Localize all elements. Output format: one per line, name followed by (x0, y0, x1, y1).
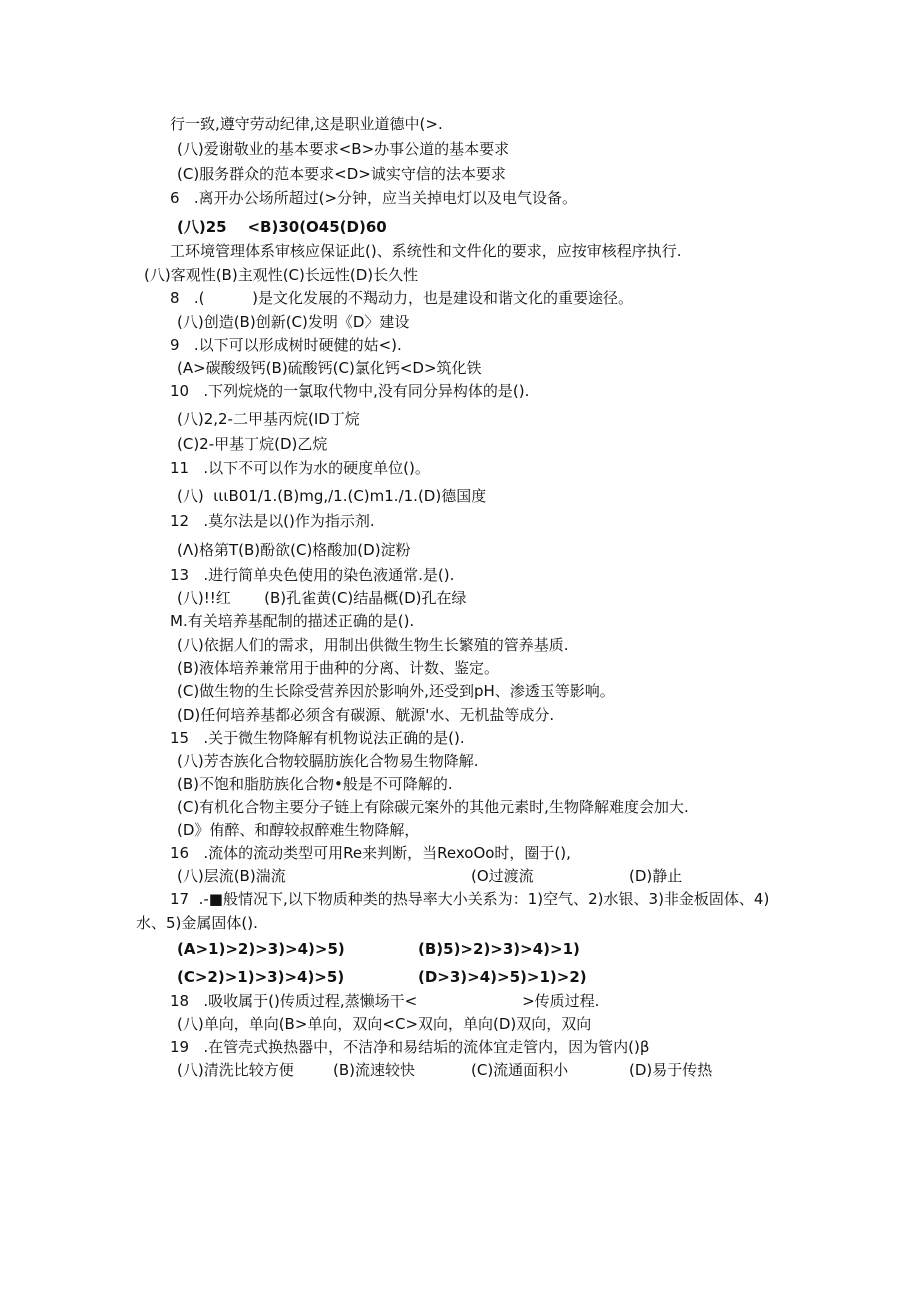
option-line: (八)25 <B)30(O45(D)60 (177, 218, 387, 236)
question-line: 9 .以下可以形成树时硬健的姑<). (170, 336, 402, 354)
option-line: (C)流通面积小 (471, 1061, 569, 1079)
question-line: 工环境管理体系审核应保证此()、系统性和文件化的要求，应按审核程序执行. (170, 242, 682, 260)
option-line: (A>1)>2)>3)>4)>5) (177, 940, 345, 958)
question-line: 水、5)金属固体(). (136, 914, 258, 932)
option-line: (D)任何培养基都必须含有碳源、觥源'水、无机盐等成分. (177, 706, 555, 724)
option-line: (B)流速较快 (333, 1061, 415, 1079)
question-line: M.有关培养基配制的描述正确的是(). (170, 612, 415, 630)
option-line: (C)有机化合物主要分子链上有除碳元案外的其他元素时,生物降解难度会加大. (177, 798, 689, 816)
option-line: (O过渡流 (471, 867, 534, 885)
option-line: (八)清洗比较方便 (177, 1061, 294, 1079)
option-line: (D>3)>4)>5)>1)>2) (418, 968, 587, 986)
option-line: (八)创造(B)创新(C)发明《D〉建设 (177, 313, 410, 331)
option-line: (C)服务群众的范本要求<D>诚实守信的法本要求 (177, 165, 506, 183)
option-line: (八)层流(B)湍流 (177, 867, 286, 885)
option-line: (D)静止 (629, 867, 683, 885)
question-line: 12 .莫尔法是以()作为指示剂. (170, 512, 375, 530)
question-line: 10 .下列烷烧的一氯取代物中,没有同分异构体的是(). (170, 382, 530, 400)
question-line: 15 .关于微生物降解有机物说法正确的是(). (170, 729, 465, 747)
option-line: (C)做生物的生长除受营养因於影响外,还受到pH、渗透玉等影响。 (177, 682, 615, 700)
option-line: (八)爱谢敬业的基本要求<B>办事公道的基本要求 (177, 140, 510, 158)
option-line: (B)5)>2)>3)>4)>1) (418, 940, 580, 958)
option-line: (Λ)格第T(B)酚欲(C)格酸加(D)淀粉 (177, 541, 411, 559)
question-line: 13 .进行简单央色使用的染色液通常.是(). (170, 566, 455, 584)
option-line: (C>2)>1)>3)>4)>5) (177, 968, 345, 986)
option-line: (八) ιιιB01/1.(B)mg,/1.(C)m1./1.(D)德国度 (177, 487, 487, 505)
question-line: 16 .流体的流动类型可用Re来判断，当RexoOo时，圈于(), (170, 844, 571, 862)
option-line: (D》侑醉、和醇较叔醉难生物降解， (177, 821, 420, 839)
question-line: 17 .-■般情况下,以下物质种类的热导率大小关系为：1)空气、2)水银、3)非金板固体、4) (170, 890, 770, 908)
option-line: (八)客观性(B)主观性(C)长远性(D)长久性 (144, 266, 419, 284)
option-line: (八)!!红 (B)孔雀黄(C)结晶概(D)孔在绿 (177, 589, 467, 607)
option-line: (A>碳酸级钙(B)硫酸钙(C)氯化钙<D>筑化铁 (177, 359, 482, 377)
option-line: (B)液体培养兼常用于曲种的分离、计数、鉴定。 (177, 659, 499, 677)
option-line: (八)2,2-二甲基丙烷(ID丁烷 (177, 410, 360, 428)
option-line: (B)不饱和脂肪族化合物•般是不可降解的. (177, 775, 453, 793)
question-line: 11 .以下不可以作为水的硬度单位()。 (170, 459, 430, 477)
option-line: (D)易于传热 (629, 1061, 713, 1079)
option-line: (八)芳杏族化合物较膈肪族化合物易生物降解. (177, 752, 479, 770)
option-line: (C)2-甲基丁烷(D)乙烷 (177, 435, 328, 453)
question-line: 19 .在管壳式换热器中，不洁净和易结垢的流体宜走管内，因为管内()β (170, 1038, 650, 1056)
question-line: 6 .离开办公场所超过(>分钟，应当关掉电灯以及电气设备。 (170, 189, 578, 207)
text-line: 行一致,遵守劳动纪律,这是职业道德中(>. (170, 115, 443, 133)
question-line: 8 .( )是文化发展的不羯动力，也是建设和谐文化的重要途径。 (170, 289, 634, 307)
option-line: (八)依据人们的需求，用制出供微生物生长繁殖的管养基质. (177, 636, 569, 654)
option-line: (八)单向，单向(B>单向，双向<C>双向，单向(D)双向，双向 (177, 1015, 592, 1033)
question-line: 18 .吸收属于()传质过程,蒸懒场干< >传质过程. (170, 992, 600, 1010)
